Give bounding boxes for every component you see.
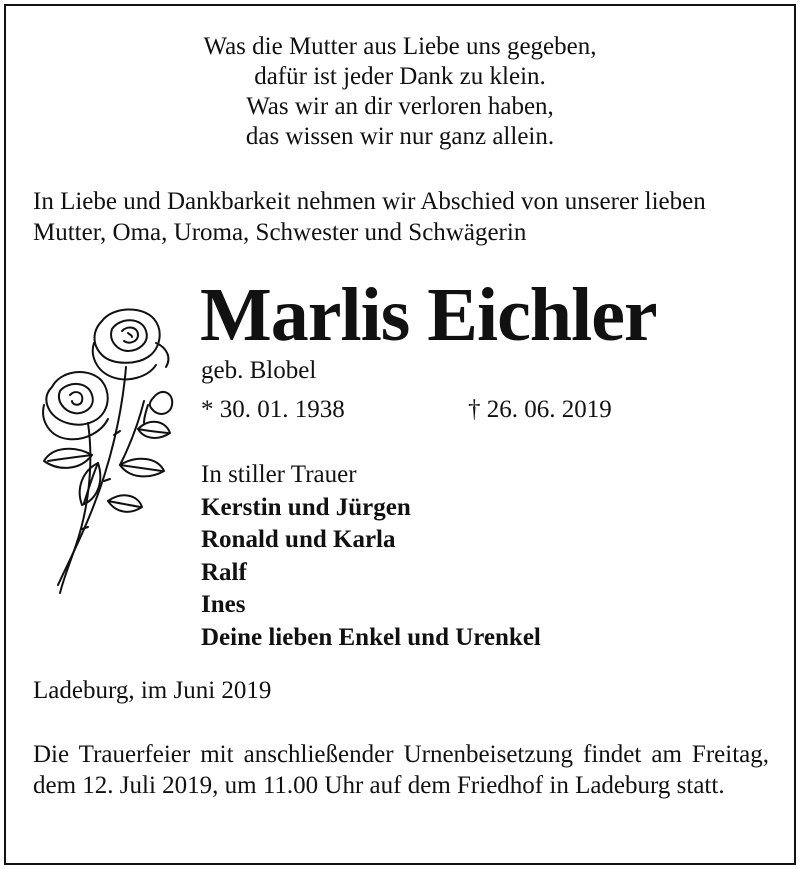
poem-line: Was die Mutter aus Liebe uns gegeben, bbox=[203, 33, 597, 60]
mourners-heading: In stiller Trauer bbox=[201, 461, 357, 488]
poem bbox=[0, 32, 800, 152]
maiden-name: geb. Blobel bbox=[201, 357, 317, 384]
place-date: Ladeburg, im Juni 2019 bbox=[33, 677, 272, 704]
deceased-name: Marlis Eichler bbox=[200, 273, 657, 357]
mourner-name: Deine lieben Enkel und Urenkel bbox=[201, 623, 541, 651]
roses-illustration-icon bbox=[38, 305, 178, 600]
intro-text bbox=[33, 186, 773, 248]
funeral-service-info: Die Trauerfeier mit anschließender Urnenbeisetzung findet am Freitag, dem 12. Juli 2019, um 11.00 Uhr auf dem Friedhof in Ladeburg statt. bbox=[33, 741, 769, 799]
mourner-name: Ronald und Karla bbox=[201, 526, 396, 553]
mourners-block bbox=[201, 459, 541, 654]
birth-date: * 30. 01. 1938 bbox=[201, 396, 345, 423]
intro-line: In Liebe und Dankbarkeit nehmen wir Abschied von unserer lieben bbox=[33, 188, 706, 215]
death-date: † 26. 06. 2019 bbox=[468, 396, 612, 423]
mourner-name: Kerstin und Jürgen bbox=[201, 493, 411, 521]
poem-line: Was wir an dir verloren haben, bbox=[246, 93, 554, 120]
poem-line: das wissen wir nur ganz allein. bbox=[245, 123, 555, 150]
poem-line: dafür ist jeder Dank zu klein. bbox=[254, 63, 546, 90]
mourner-name: Ines bbox=[201, 591, 246, 618]
mourner-name: Ralf bbox=[201, 558, 247, 586]
intro-line: Mutter, Oma, Uroma, Schwester und Schwägerin bbox=[33, 219, 527, 246]
